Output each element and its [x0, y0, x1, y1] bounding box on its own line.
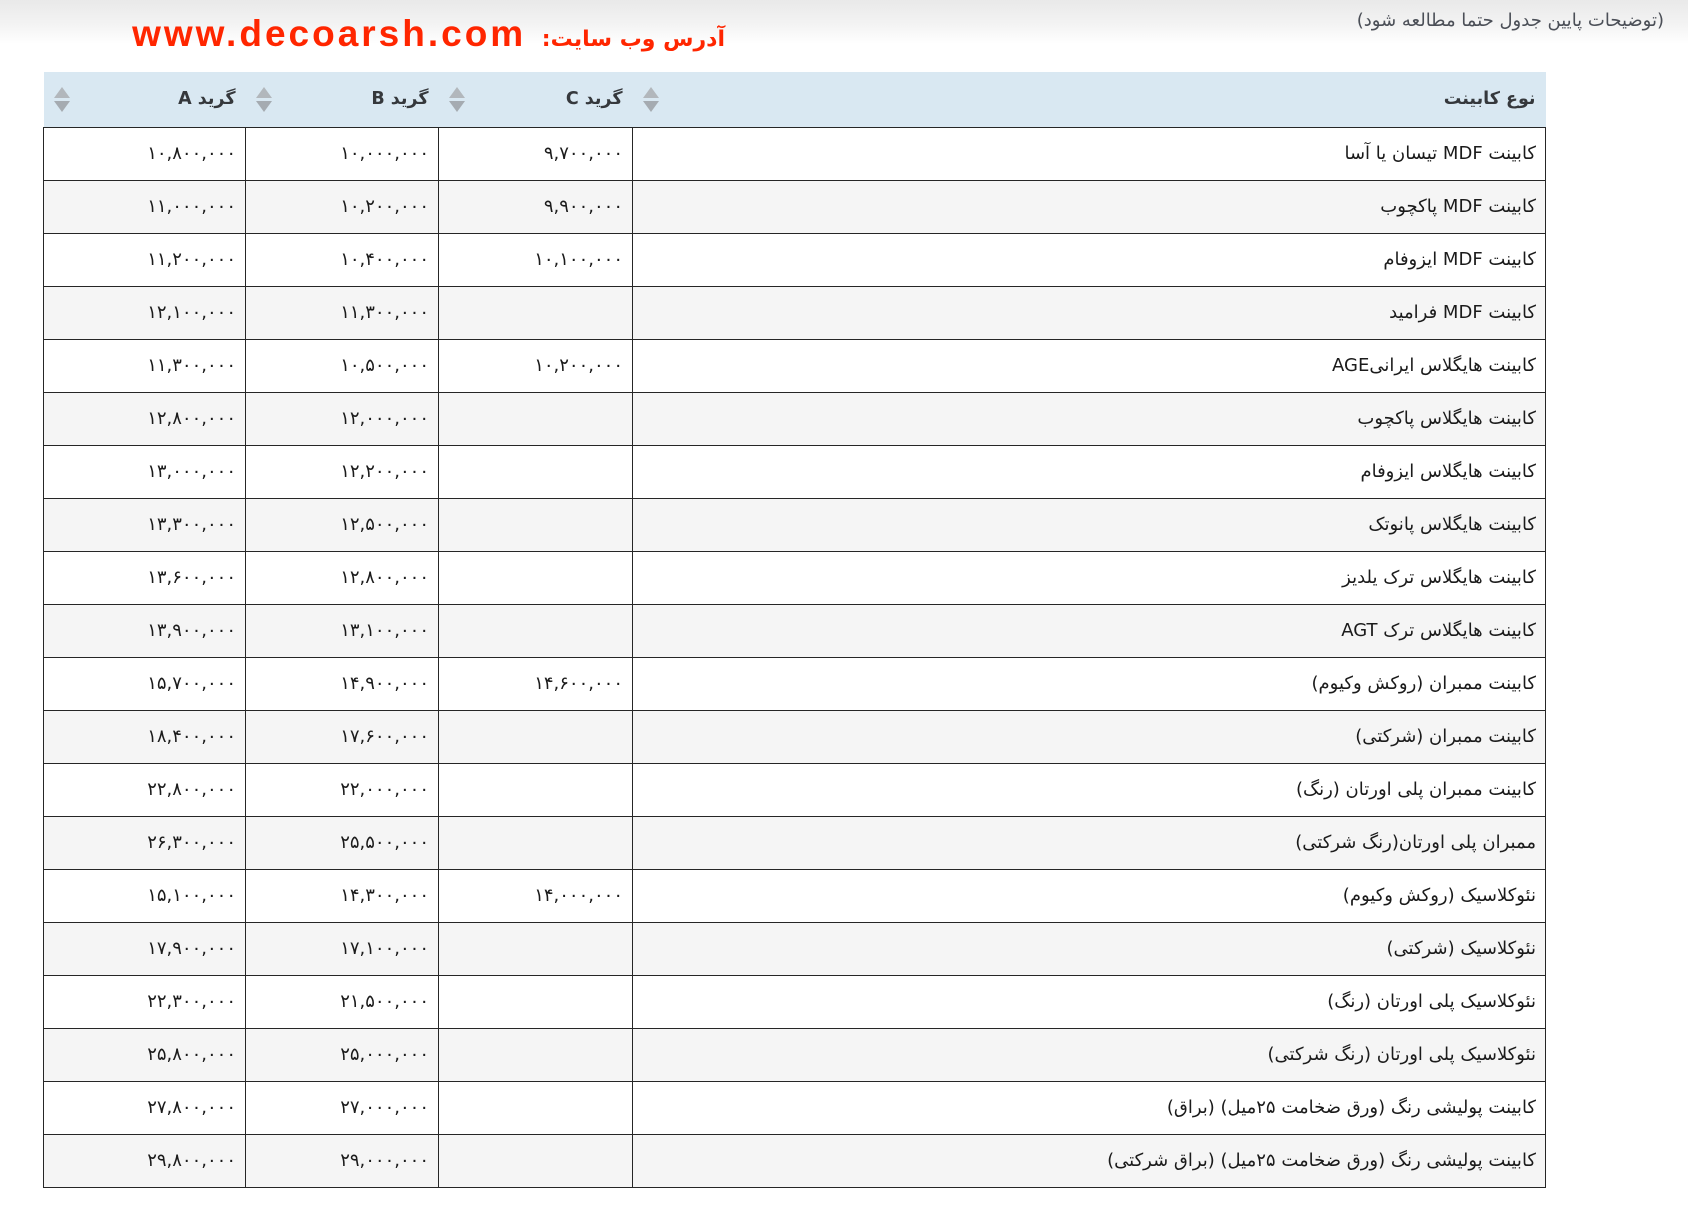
sort-desc-icon — [54, 101, 70, 112]
grade-b-cell: ۱۷,۶۰۰,۰۰۰ — [246, 710, 439, 763]
grade-c-cell — [439, 922, 633, 975]
grade-c-cell: ۱۴,۰۰۰,۰۰۰ — [439, 869, 633, 922]
grade-a-cell: ۲۶,۳۰۰,۰۰۰ — [44, 816, 246, 869]
grade-b-cell: ۲۱,۵۰۰,۰۰۰ — [246, 975, 439, 1028]
cabinet-type-cell: کابینت هایگلاس ترک AGT — [633, 604, 1546, 657]
grade-c-cell — [439, 816, 633, 869]
sort-desc-icon — [643, 101, 659, 112]
grade-c-cell — [439, 498, 633, 551]
grade-b-cell: ۱۷,۱۰۰,۰۰۰ — [246, 922, 439, 975]
grade-c-cell — [439, 604, 633, 657]
grade-a-cell: ۱۵,۷۰۰,۰۰۰ — [44, 657, 246, 710]
grade-c-cell — [439, 710, 633, 763]
cabinet-type-cell: نئوکلاسیک (روکش وکیوم) — [633, 869, 1546, 922]
table-row — [44, 551, 1546, 604]
grade-b-cell: ۱۱,۳۰۰,۰۰۰ — [246, 286, 439, 339]
site-address-label: آدرس وب سایت: — [541, 27, 725, 52]
cabinet-type-cell: کابینت هایگلاس ایرانیAGE — [633, 339, 1546, 392]
grade-a-cell: ۲۵,۸۰۰,۰۰۰ — [44, 1028, 246, 1081]
grade-a-cell: ۲۲,۳۰۰,۰۰۰ — [44, 975, 246, 1028]
cabinet-type-cell: نئوکلاسیک پلی اورتان (رنگ) — [633, 975, 1546, 1028]
table-row — [44, 657, 1546, 710]
grade-c-cell — [439, 1081, 633, 1134]
grade-a-cell: ۲۹,۸۰۰,۰۰۰ — [44, 1134, 246, 1187]
grade-c-cell — [439, 392, 633, 445]
grade-b-cell: ۱۰,۴۰۰,۰۰۰ — [246, 233, 439, 286]
table-row — [44, 286, 1546, 339]
table-row — [44, 1028, 1546, 1081]
site-url-text: www.decoarsh.com — [132, 13, 527, 54]
cabinet-type-cell: کابینت هایگلاس پانوتک — [633, 498, 1546, 551]
grade-c-cell: ۱۰,۱۰۰,۰۰۰ — [439, 233, 633, 286]
cabinet-type-cell: کابینت MDF پاکچوب — [633, 180, 1546, 233]
sort-desc-icon — [449, 101, 465, 112]
grade-b-cell: ۱۰,۵۰۰,۰۰۰ — [246, 339, 439, 392]
cabinet-price-table — [43, 72, 1546, 1188]
grade-b-cell: ۲۲,۰۰۰,۰۰۰ — [246, 763, 439, 816]
table-row — [44, 498, 1546, 551]
grade-c-cell — [439, 1028, 633, 1081]
grade-b-cell: ۲۵,۰۰۰,۰۰۰ — [246, 1028, 439, 1081]
grade-a-cell: ۱۱,۳۰۰,۰۰۰ — [44, 339, 246, 392]
grade-a-cell: ۱۵,۱۰۰,۰۰۰ — [44, 869, 246, 922]
column-header-grade-c[interactable] — [439, 72, 633, 127]
column-header-cabinet-type[interactable] — [633, 72, 1546, 127]
grade-a-cell: ۲۲,۸۰۰,۰۰۰ — [44, 763, 246, 816]
grade-b-cell: ۱۴,۹۰۰,۰۰۰ — [246, 657, 439, 710]
grade-b-cell: ۱۲,۸۰۰,۰۰۰ — [246, 551, 439, 604]
grade-a-cell: ۱۱,۰۰۰,۰۰۰ — [44, 180, 246, 233]
grade-a-cell: ۱۳,۳۰۰,۰۰۰ — [44, 498, 246, 551]
table-row — [44, 1134, 1546, 1187]
cabinet-type-cell: کابینت ممبران (شرکتی) — [633, 710, 1546, 763]
table-row — [44, 127, 1546, 180]
header-row — [44, 72, 1546, 127]
cabinet-type-cell: کابینت MDF تیسان یا آسا — [633, 127, 1546, 180]
grade-c-cell — [439, 286, 633, 339]
grade-a-cell: ۲۷,۸۰۰,۰۰۰ — [44, 1081, 246, 1134]
sort-arrows-icon — [54, 87, 70, 112]
grade-a-cell: ۱۳,۰۰۰,۰۰۰ — [44, 445, 246, 498]
table-row — [44, 710, 1546, 763]
table-row — [44, 392, 1546, 445]
column-header-label: گرید A — [178, 89, 236, 110]
sort-desc-icon — [256, 101, 272, 112]
grade-b-cell: ۱۰,۰۰۰,۰۰۰ — [246, 127, 439, 180]
sort-arrows-icon — [449, 87, 465, 112]
grade-b-cell: ۲۹,۰۰۰,۰۰۰ — [246, 1134, 439, 1187]
grade-c-cell: ۹,۷۰۰,۰۰۰ — [439, 127, 633, 180]
grade-c-cell — [439, 1134, 633, 1187]
grade-c-cell: ۱۰,۲۰۰,۰۰۰ — [439, 339, 633, 392]
site-address-line — [132, 12, 725, 63]
grade-b-cell: ۱۳,۱۰۰,۰۰۰ — [246, 604, 439, 657]
table-row — [44, 1081, 1546, 1134]
column-header-label: نوع کابینت — [1443, 89, 1536, 110]
cabinet-type-cell: کابینت هایگلاس ترک یلدیز — [633, 551, 1546, 604]
cabinet-type-cell: کابینت هایگلاس ایزوفام — [633, 445, 1546, 498]
sort-asc-icon — [54, 87, 70, 98]
cabinet-type-cell: ممبران پلی اورتان(رنگ شرکتی) — [633, 816, 1546, 869]
table-row — [44, 869, 1546, 922]
column-header-grade-b[interactable] — [246, 72, 439, 127]
grade-a-cell: ۱۲,۱۰۰,۰۰۰ — [44, 286, 246, 339]
cabinet-type-cell: نئوکلاسیک پلی اورتان (رنگ شرکتی) — [633, 1028, 1546, 1081]
cabinet-type-cell: کابینت پولیشی رنگ (ورق ضخامت ۲۵میل) (براق شرکتی) — [633, 1134, 1546, 1187]
cabinet-type-cell: کابینت پولیشی رنگ (ورق ضخامت ۲۵میل) (براق) — [633, 1081, 1546, 1134]
grade-c-cell — [439, 551, 633, 604]
table-row — [44, 180, 1546, 233]
grade-c-cell: ۹,۹۰۰,۰۰۰ — [439, 180, 633, 233]
cabinet-type-cell: کابینت MDF فرامید — [633, 286, 1546, 339]
sort-asc-icon — [256, 87, 272, 98]
column-header-label: گرید B — [371, 89, 429, 110]
grade-a-cell: ۱۳,۶۰۰,۰۰۰ — [44, 551, 246, 604]
table-row — [44, 975, 1546, 1028]
grade-a-cell: ۱۲,۸۰۰,۰۰۰ — [44, 392, 246, 445]
table-row — [44, 604, 1546, 657]
sort-asc-icon — [449, 87, 465, 98]
grade-a-cell: ۱۱,۲۰۰,۰۰۰ — [44, 233, 246, 286]
grade-c-cell: ۱۴,۶۰۰,۰۰۰ — [439, 657, 633, 710]
grade-c-cell — [439, 763, 633, 816]
grade-b-cell: ۲۷,۰۰۰,۰۰۰ — [246, 1081, 439, 1134]
column-header-label: گرید C — [565, 89, 623, 110]
table-row — [44, 922, 1546, 975]
grade-b-cell: ۱۲,۵۰۰,۰۰۰ — [246, 498, 439, 551]
table-row — [44, 816, 1546, 869]
grade-b-cell: ۱۴,۳۰۰,۰۰۰ — [246, 869, 439, 922]
cabinet-type-cell: کابینت MDF ایزوفام — [633, 233, 1546, 286]
table-row — [44, 233, 1546, 286]
table-row — [44, 763, 1546, 816]
grade-b-cell: ۱۲,۲۰۰,۰۰۰ — [246, 445, 439, 498]
table-row — [44, 445, 1546, 498]
grade-a-cell: ۱۳,۹۰۰,۰۰۰ — [44, 604, 246, 657]
grade-a-cell: ۱۷,۹۰۰,۰۰۰ — [44, 922, 246, 975]
grade-a-cell: ۱۸,۴۰۰,۰۰۰ — [44, 710, 246, 763]
grade-c-cell — [439, 975, 633, 1028]
sort-asc-icon — [643, 87, 659, 98]
price-table-body — [44, 127, 1546, 1187]
grade-b-cell: ۲۵,۵۰۰,۰۰۰ — [246, 816, 439, 869]
grade-b-cell: ۱۲,۰۰۰,۰۰۰ — [246, 392, 439, 445]
sort-arrows-icon — [256, 87, 272, 112]
table-row — [44, 339, 1546, 392]
cabinet-type-cell: کابینت هایگلاس پاکچوب — [633, 392, 1546, 445]
cabinet-type-cell: نئوکلاسیک (شرکتی) — [633, 922, 1546, 975]
cabinet-type-cell: کابینت ممبران (روکش وکیوم) — [633, 657, 1546, 710]
grade-b-cell: ۱۰,۲۰۰,۰۰۰ — [246, 180, 439, 233]
sort-arrows-icon — [643, 87, 659, 112]
cabinet-type-cell: کابینت ممبران پلی اورتان (رنگ) — [633, 763, 1546, 816]
grade-c-cell — [439, 445, 633, 498]
table-note: (توضیحات پایین جدول حتما مطالعه شود) — [1356, 10, 1664, 31]
grade-a-cell: ۱۰,۸۰۰,۰۰۰ — [44, 127, 246, 180]
column-header-grade-a[interactable] — [44, 72, 246, 127]
